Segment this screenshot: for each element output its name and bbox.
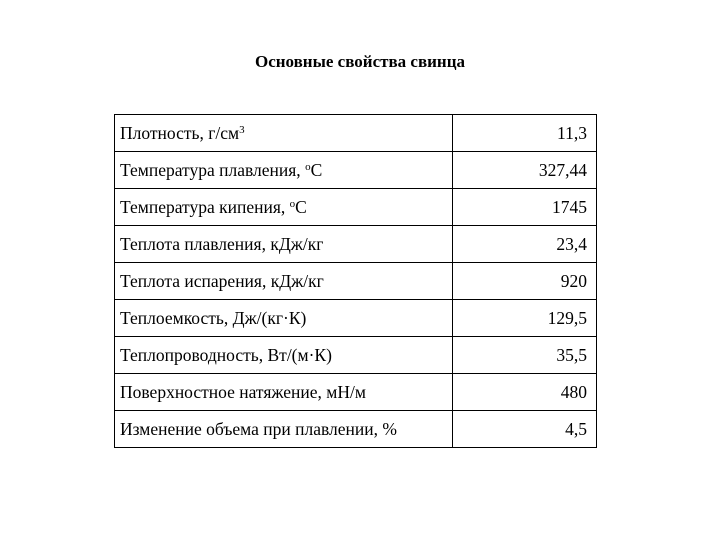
property-label: Теплопроводность, Вт/(м·К) xyxy=(120,345,332,365)
property-superscript: o xyxy=(305,161,311,173)
property-name xyxy=(115,300,453,337)
property-label: Изменение объема при плавлении, % xyxy=(120,419,397,439)
table-row xyxy=(115,226,597,263)
table-row xyxy=(115,300,597,337)
property-label: Поверхностное натяжение, мН/м xyxy=(120,382,366,402)
property-superscript: 3 xyxy=(239,124,245,136)
table-row xyxy=(115,189,597,226)
property-label: Теплота плавления, кДж/кг xyxy=(120,234,324,254)
property-label: Теплота испарения, кДж/кг xyxy=(120,271,324,291)
property-name xyxy=(115,337,453,374)
property-label-suffix: С xyxy=(310,160,323,180)
property-value: 4,5 xyxy=(453,411,597,448)
property-name xyxy=(115,115,453,152)
property-superscript: o xyxy=(289,198,296,210)
property-value: 23,4 xyxy=(453,226,597,263)
document-title: Основные свойства свинца xyxy=(254,52,466,71)
properties-table xyxy=(114,114,597,448)
property-name xyxy=(115,226,453,263)
table-row xyxy=(115,411,597,448)
property-value: 1745 xyxy=(453,189,597,226)
property-name xyxy=(115,411,453,448)
property-label-suffix: С xyxy=(295,197,307,217)
table-row xyxy=(115,374,597,411)
property-value: 920 xyxy=(453,263,597,300)
property-name xyxy=(115,152,453,189)
property-name xyxy=(115,189,453,226)
property-name xyxy=(115,374,453,411)
property-value: 327,44 xyxy=(453,152,597,189)
property-name xyxy=(115,263,453,300)
property-label: Теплоемкость, Дж/(кг·К) xyxy=(120,308,307,328)
property-label: Плотность, г/см xyxy=(120,123,240,143)
property-value: 480 xyxy=(453,374,597,411)
table-row xyxy=(115,115,597,152)
property-label: Температура кипения, xyxy=(120,197,290,217)
property-value: 129,5 xyxy=(453,300,597,337)
property-value: 11,3 xyxy=(453,115,597,152)
table-row xyxy=(115,337,597,374)
property-value: 35,5 xyxy=(453,337,597,374)
table-row xyxy=(115,152,597,189)
table-row xyxy=(115,263,597,300)
property-label: Температура плавления, xyxy=(120,160,306,180)
